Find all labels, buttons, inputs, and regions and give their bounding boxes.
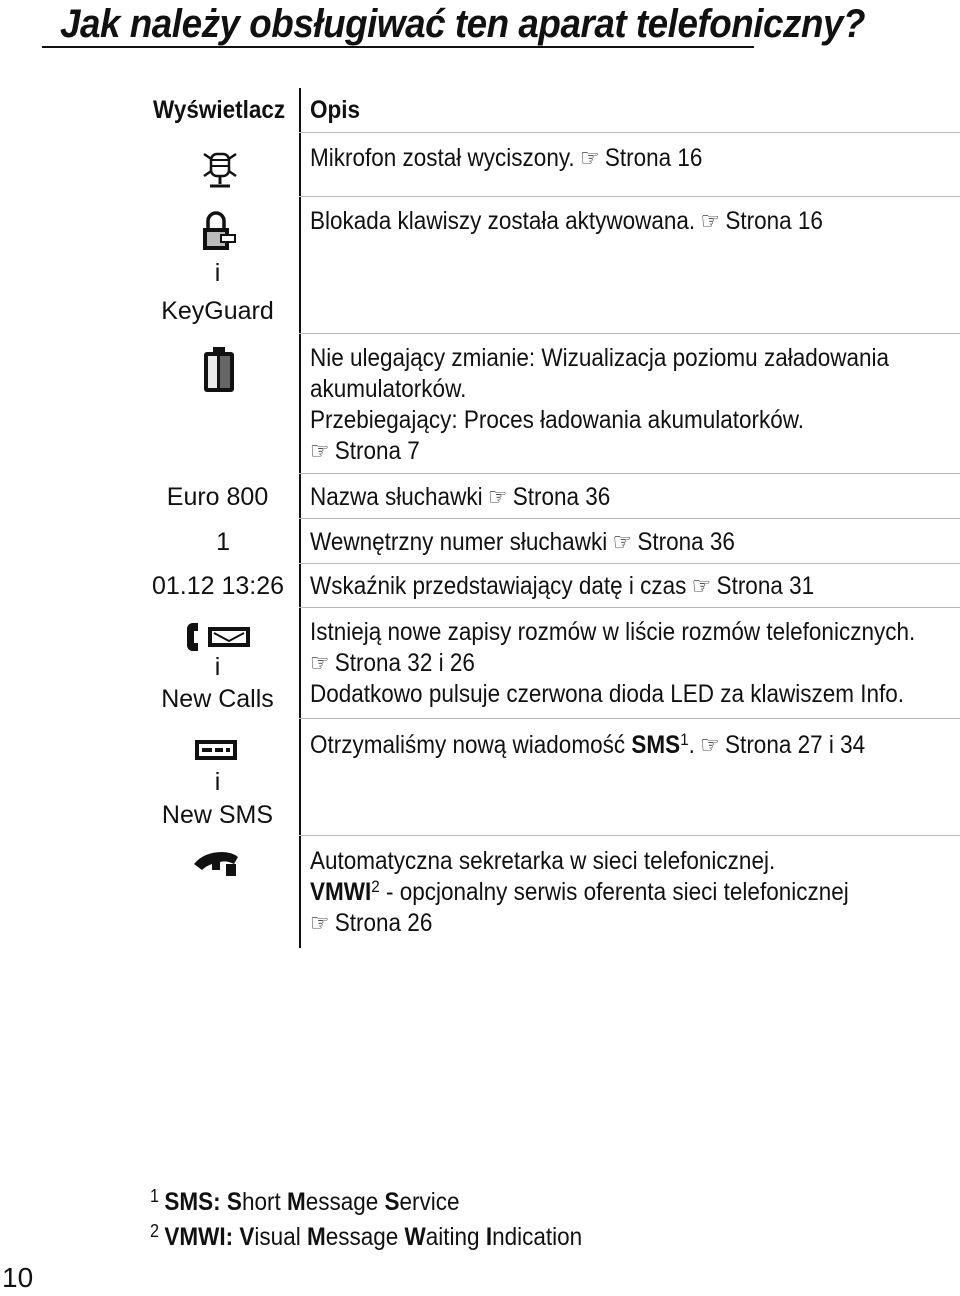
row-description: Wskaźnik przedstawiający datę i czas ☞ Strona 31 (310, 572, 815, 600)
row-description: Mikrofon został wyciszony. ☞ Strona 16 (310, 144, 703, 172)
row-divider (299, 518, 960, 519)
row-divider (299, 196, 960, 197)
row-description: Otrzymaliśmy nową wiadomość SMS$^1$. ☞ Strona 27 i 34 (310, 730, 866, 759)
display-or: i (214, 653, 221, 681)
keylock-icon (198, 210, 240, 259)
row-divider (299, 718, 960, 719)
page-reference: Strona 27 i 34 (725, 731, 866, 759)
display-text-datetime: 01.12 13:26 (151, 572, 285, 600)
row-description: Wewnętrzny numer słuchawki ☞ Strona 36 (310, 528, 735, 556)
reference-pointer-icon: ☞ (310, 910, 330, 937)
display-text-new-calls: New Calls (161, 685, 274, 713)
reference-pointer-icon: ☞ (310, 438, 330, 465)
row-divider (299, 473, 960, 474)
column-header-description: Opis (310, 96, 361, 124)
display-or: i (214, 768, 221, 796)
reference-pointer-icon: ☞ (700, 208, 720, 235)
row-divider (299, 563, 960, 564)
sms-icon (193, 738, 239, 767)
answering-machine-description: Automatyczna sekretarka w sieci telefonicznej. VMWI$^2$ - opcjonalny serwis oferenta sieci telefonicznej ☞ Strona 26 (310, 847, 849, 937)
footnote-1: $^1$ SMS: Short Message Service (150, 1186, 460, 1216)
display-text-keyguard: KeyGuard (161, 297, 274, 325)
page-reference: Strona 7 (334, 437, 420, 465)
muted-microphone-icon (198, 148, 242, 195)
page-number: 10 (2, 1262, 34, 1293)
page-reference: Strona 26 (334, 909, 433, 937)
reference-pointer-icon: ☞ (310, 650, 330, 677)
page-reference: Strona 36 (512, 483, 611, 511)
row-divider (299, 835, 960, 836)
footnote-2: $^2$ VMWI: Visual Message Waiting Indication (150, 1221, 583, 1251)
title-underline (42, 46, 754, 48)
display-text-handset-name: Euro 800 (166, 483, 269, 511)
reference-pointer-icon: ☞ (612, 529, 632, 556)
page-reference: Strona 31 (716, 572, 815, 600)
column-header-display: Wyświetlacz (153, 96, 286, 124)
reference-pointer-icon: ☞ (580, 145, 600, 172)
display-text-internal-number: 1 (216, 528, 230, 556)
battery-description: Nie ulegający zmianie: Wizualizacja poziomu załadowania akumulatorków. Przebiegający: Proces ładowania akumulatorków. ☞ Strona 7 (310, 344, 890, 465)
row-divider (299, 333, 960, 334)
row-description: Nazwa słuchawki ☞ Strona 36 (310, 483, 611, 511)
page-reference: Strona 36 (637, 528, 735, 556)
page-reference: Strona 16 (725, 207, 823, 235)
battery-icon (201, 346, 237, 399)
reference-pointer-icon: ☞ (691, 573, 712, 600)
page-reference: Strona 16 (604, 144, 703, 172)
row-description: Blokada klawiszy została aktywowana. ☞ Strona 16 (310, 207, 823, 235)
display-or: i (214, 259, 221, 287)
row-divider (299, 607, 960, 608)
page-title: Jak należy obsługiwać ten aparat telefoniczny? (60, 2, 866, 46)
reference-pointer-icon: ☞ (487, 484, 508, 511)
page-reference: Strona 32 i 26 (334, 649, 475, 677)
answering-machine-icon (190, 850, 244, 883)
row-divider (299, 132, 960, 133)
reference-pointer-icon: ☞ (700, 732, 720, 759)
display-text-new-sms: New SMS (161, 801, 274, 829)
new-calls-description: Istnieją nowe zapisy rozmów w liście rozmów telefonicznych. ☞ Strona 32 i 26 Dodatkowo pulsuje czerwona dioda LED za klawiszem Info. (310, 618, 916, 708)
